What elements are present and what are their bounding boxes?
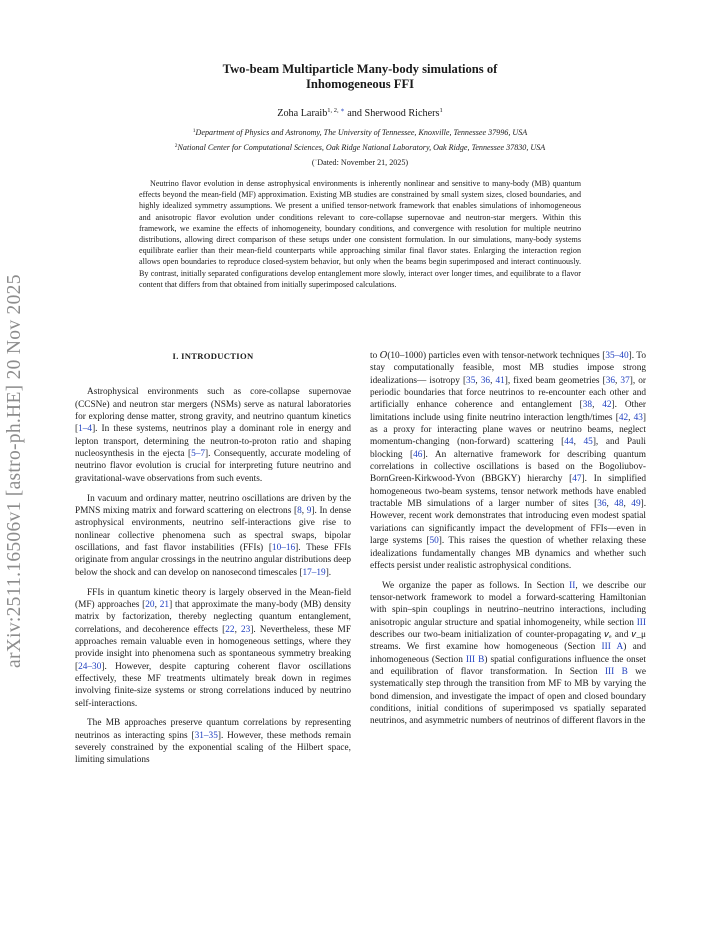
affiliation-text: Department of Physics and Astronomy, The University of Tennessee, Knoxville, Tennessee 37996, USA bbox=[195, 128, 528, 137]
paragraph-text: ]. However, these methods remain severely constrained by the exponential scaling of the Hilbert space, limiting simulations bbox=[75, 730, 351, 766]
author-list bbox=[150, 106, 570, 119]
citation-link[interactable]: 38 bbox=[582, 400, 593, 411]
citation-link[interactable]: 22 bbox=[225, 624, 235, 635]
citation-link[interactable]: 50 bbox=[429, 536, 439, 547]
paragraph-text: ]. In dense astrophysical environments, neutrino self-interactions give rise to nonlinear collective phenomena such as spectral swaps, bipolar oscillations, and fast flavor instabilities (FFIs) [ bbox=[75, 505, 352, 553]
paragraph-text: ]. In simplified homogeneous two-beam systems, tensor network methods have enabled tractable MB simulations of a larger number of sites [ bbox=[370, 474, 646, 510]
section-heading: I. INTRODUCTION bbox=[172, 351, 254, 361]
citation-link[interactable]: III bbox=[636, 617, 646, 628]
paragraph-text: , bbox=[573, 437, 584, 448]
paragraph-text: , we describe our tensor-network framework to model a forward-scattering Hamiltonian with spin–spin couplings in neutrino–neutrino interactions, including anisotropic angular structure and spatial inhomogeneity, while section bbox=[370, 580, 646, 628]
abstract: Neutrino flavor evolution in dense astrophysical environments is inherently nonlinear and sensitive to many-body (MB) quantum effects beyond the mean-field (MF) approximation. Existing MB studies are constrained by small system sizes, closed boundaries, and highly idealized symmetry assumptions. We present a unified tensor-network framework that enables simulations of inhomogeneous and anisotropic flavor evolution under conditions relevant to core-collapse supernovae and neutron-star mergers. Within this framework, we examine the effects of inhomogeneity, boundary conditions, and convergence with resolution for multiple neutrino distributions, allowing direct comparison of these setups under one consistent formulation. In our simulations, many-body systems equilibrate earlier than their mean-field counterparts while approaching similar final flavor states. Enlarging the interaction region allows open boundaries to reproduce closed-system behavior, but only when the beams begin superimposed and interact continuously. By contrast, initially separated configurations develop entanglement more slowly, interact over longer times, and equilibrate to a flavor content that differs from that obtained from initially superimposed calculations. bbox=[139, 179, 581, 289]
citation-link[interactable]: 49 bbox=[631, 499, 641, 510]
citation-link[interactable]: 10–16 bbox=[271, 542, 296, 553]
citation-link[interactable]: 45 bbox=[583, 437, 593, 448]
affiliation-2 bbox=[90, 143, 630, 152]
citation-link[interactable]: 47 bbox=[572, 474, 582, 485]
citation-link[interactable]: 8 bbox=[297, 505, 302, 516]
body-paragraph bbox=[75, 587, 351, 710]
author-name: and Sherwood Richers bbox=[344, 108, 440, 119]
paragraph-text: , bbox=[154, 599, 160, 610]
paragraph-text: , bbox=[592, 400, 603, 411]
body-paragraph bbox=[75, 717, 351, 766]
paragraph-text: ], fixed beam geometries [ bbox=[504, 375, 606, 386]
left-column bbox=[75, 348, 351, 774]
citation-link[interactable]: 41 bbox=[495, 375, 505, 386]
paragraph-text: we systematically step through the transition from MF to MB by varying the bond dimension, and investigate the impact of open and closed boundary conditions, initial conditions of superimposed vs spatially separated neutrinos, and asymmetric numbers of neutrinos of different flavors in the bbox=[370, 667, 646, 727]
affiliation-mark: 2 bbox=[174, 143, 178, 149]
paragraph-text: ] that approximate the many-body (MB) density matrix by factorization, thereby neglecting quantum entanglement, correlations, and decoherence effects [ bbox=[75, 599, 352, 635]
citation-link[interactable]: 36 bbox=[605, 375, 615, 386]
citation-link[interactable]: 36 bbox=[597, 499, 607, 510]
paragraph-text: ]. In these systems, neutrinos play a dominant role in energy and lepton transport, determining the neutron-to-proton ratio and shaping nucleosynthesis in the ejecta [ bbox=[75, 424, 351, 460]
citation-link[interactable]: 36 bbox=[480, 375, 491, 386]
affiliation-mark: 1 bbox=[192, 128, 196, 134]
citation-link[interactable]: 24–30 bbox=[78, 661, 102, 672]
paragraph-text: ]. This raises the question of whether relaxing these idealizations fundamentally changes MB dynamics and whether such effects persist under realistic astrophysical conditions. bbox=[370, 536, 646, 571]
paragraph-text: ], and Pauli blocking [ bbox=[370, 437, 646, 460]
citation-link[interactable]: 42 bbox=[618, 412, 629, 423]
paper-title bbox=[150, 62, 570, 92]
date-line: (˙Dated: November 21, 2025) bbox=[311, 158, 409, 167]
body-paragraph bbox=[75, 386, 351, 485]
paragraph-text: ]. Consequently, accurate modeling of neutrino flavor evolution is crucial for interpreting future neutrino and gravitational-wave observations from such events. bbox=[75, 449, 351, 484]
citation-link[interactable]: 1–4 bbox=[78, 424, 93, 435]
paragraph-text: ] as a proxy for interacting plane waves or neutrino beams, neglect momentum-changing (non-forward) scattering [ bbox=[370, 412, 646, 448]
citation-link[interactable]: 35–40 bbox=[605, 351, 629, 361]
citation-link[interactable]: 42 bbox=[602, 400, 612, 411]
paragraph-text: ], or periodic boundaries that force neutrinos to re-encounter each other and artificially enhance coherence and entanglement [ bbox=[370, 375, 646, 411]
paragraph-text: Astrophysical environments such as core-collapse supernovae (CCSNe) and neutron star mergers (NSMs) serve as natural laboratories for exploring dense matter, strong gravity, and neutrino quantum kinetics [ bbox=[75, 387, 351, 435]
citation-link[interactable]: 23 bbox=[241, 624, 251, 635]
citation-link[interactable]: 35 bbox=[466, 375, 476, 386]
citation-link[interactable]: III A bbox=[601, 642, 624, 653]
body-paragraph bbox=[370, 580, 646, 728]
body-paragraph bbox=[370, 350, 646, 572]
body-paragraph bbox=[75, 493, 351, 579]
citation-link[interactable]: 20 bbox=[145, 599, 155, 610]
paragraph-text: The MB approaches preserve quantum correlations by representing neutrinos as interacting spins [ bbox=[75, 718, 351, 741]
citation-link[interactable]: 17–19 bbox=[302, 567, 326, 578]
paragraph-text: ) and inhomogeneous (Section bbox=[370, 642, 646, 665]
paragraph-text: ]. bbox=[325, 567, 332, 578]
author-affiliation-marks: 1, 2, ∗ bbox=[327, 107, 345, 114]
citation-link[interactable]: III B bbox=[465, 654, 485, 665]
paragraph-text: FFIs in quantum kinetic theory is largely observed in the Mean-field (MF) approaches [ bbox=[75, 587, 351, 610]
paragraph-text: ]. However, recent work demonstrates that introducing even modest spatial variations can significantly impact the development of FFIs—even in large systems [ bbox=[370, 499, 647, 547]
citation-link[interactable]: 5–7 bbox=[191, 449, 206, 460]
title-line-1: Two-beam Multiparticle Many-body simulations of bbox=[222, 62, 498, 76]
paragraph-text: We organize the paper as follows. In Section bbox=[382, 580, 570, 591]
paragraph-text: ]. Other limitations include using finite neutrino interaction length/times [ bbox=[370, 400, 646, 423]
paragraph-text: , bbox=[628, 412, 634, 423]
paragraph-text: , bbox=[301, 505, 307, 516]
title-line-2: Inhomogeneous FFI bbox=[305, 77, 415, 91]
citation-link[interactable]: 43 bbox=[633, 412, 643, 423]
author-name: Zoha Laraib bbox=[277, 108, 328, 119]
corresponding-author-link[interactable]: ∗ bbox=[340, 107, 345, 114]
paragraph-text: , bbox=[490, 375, 496, 386]
citation-link[interactable]: 21 bbox=[159, 599, 170, 610]
paragraph-text: ]. An alternative framework for describing quantum correlations in collective oscillations is based on the Bogoliubov-BornGreen-Kirkwood-Yvon (BBGKY) hierarchy [ bbox=[370, 449, 646, 485]
paragraph-text: ]. Nevertheless, these MF approaches remain valuable even in homogeneous settings, where they provide insight into phenomena such as spontaneous symmetry breaking [ bbox=[75, 624, 351, 672]
arxiv-identifier-stamp: arXiv:2511.16506v1 [astro-ph.HE] 20 Nov 2025 bbox=[4, 274, 25, 668]
citation-link[interactable]: 9 bbox=[306, 505, 312, 516]
citation-link[interactable]: 46 bbox=[413, 449, 423, 460]
paragraph-text: , bbox=[615, 375, 621, 386]
citation-link[interactable]: 48 bbox=[614, 499, 624, 510]
paragraph-text: ) spatial configurations influence the onset and equilibration of flavor transformation. In Section bbox=[370, 654, 646, 678]
paragraph-text: ]. These FFIs originate from angular crossings in the neutrino angular distributions deep below the shock and can develop on nanosecond timescales [ bbox=[75, 542, 352, 578]
paragraph-text: , bbox=[623, 499, 632, 510]
citation-link[interactable]: III B bbox=[604, 667, 628, 678]
paragraph-text: , bbox=[234, 624, 242, 635]
citation-link[interactable]: II bbox=[569, 580, 576, 591]
right-column bbox=[370, 350, 646, 735]
paragraph-text: , bbox=[606, 499, 615, 510]
paragraph-text: , bbox=[475, 375, 481, 386]
paragraph-text: ]. To stay computationally feasible, most MB studies impose strong idealizations— isotropy [ bbox=[370, 351, 646, 386]
citation-link[interactable]: 44 bbox=[564, 437, 574, 448]
affiliation-text: National Center for Computational Sciences, Oak Ridge National Laboratory, Oak Ridge, Tennessee 37830, USA bbox=[177, 143, 546, 152]
citation-link[interactable]: 37 bbox=[620, 375, 630, 386]
affiliation-1 bbox=[90, 128, 630, 137]
paragraph-text: In vacuum and ordinary matter, neutrino oscillations are driven by the PMNS mixing matrix and forward scattering on electrons [ bbox=[75, 493, 351, 516]
citation-link[interactable]: 31–35 bbox=[194, 730, 218, 741]
paragraph-text: describes our two-beam initialization of counter-propagating 𝜈ₑ and 𝜈_μ streams. We first examine how homogeneous (Section bbox=[370, 630, 646, 653]
paragraph-text: ]. However, despite capturing coherent flavor oscillations effectively, these MF treatments ultimately break down in regimes involving finite-size systems or strong correlations induced by neutrino self-interactions. bbox=[75, 661, 351, 709]
author-affiliation-mark: 1 bbox=[439, 107, 443, 114]
paragraph-text: to 𝑂(10–1000) particles even with tensor-network techniques [ bbox=[370, 351, 606, 361]
